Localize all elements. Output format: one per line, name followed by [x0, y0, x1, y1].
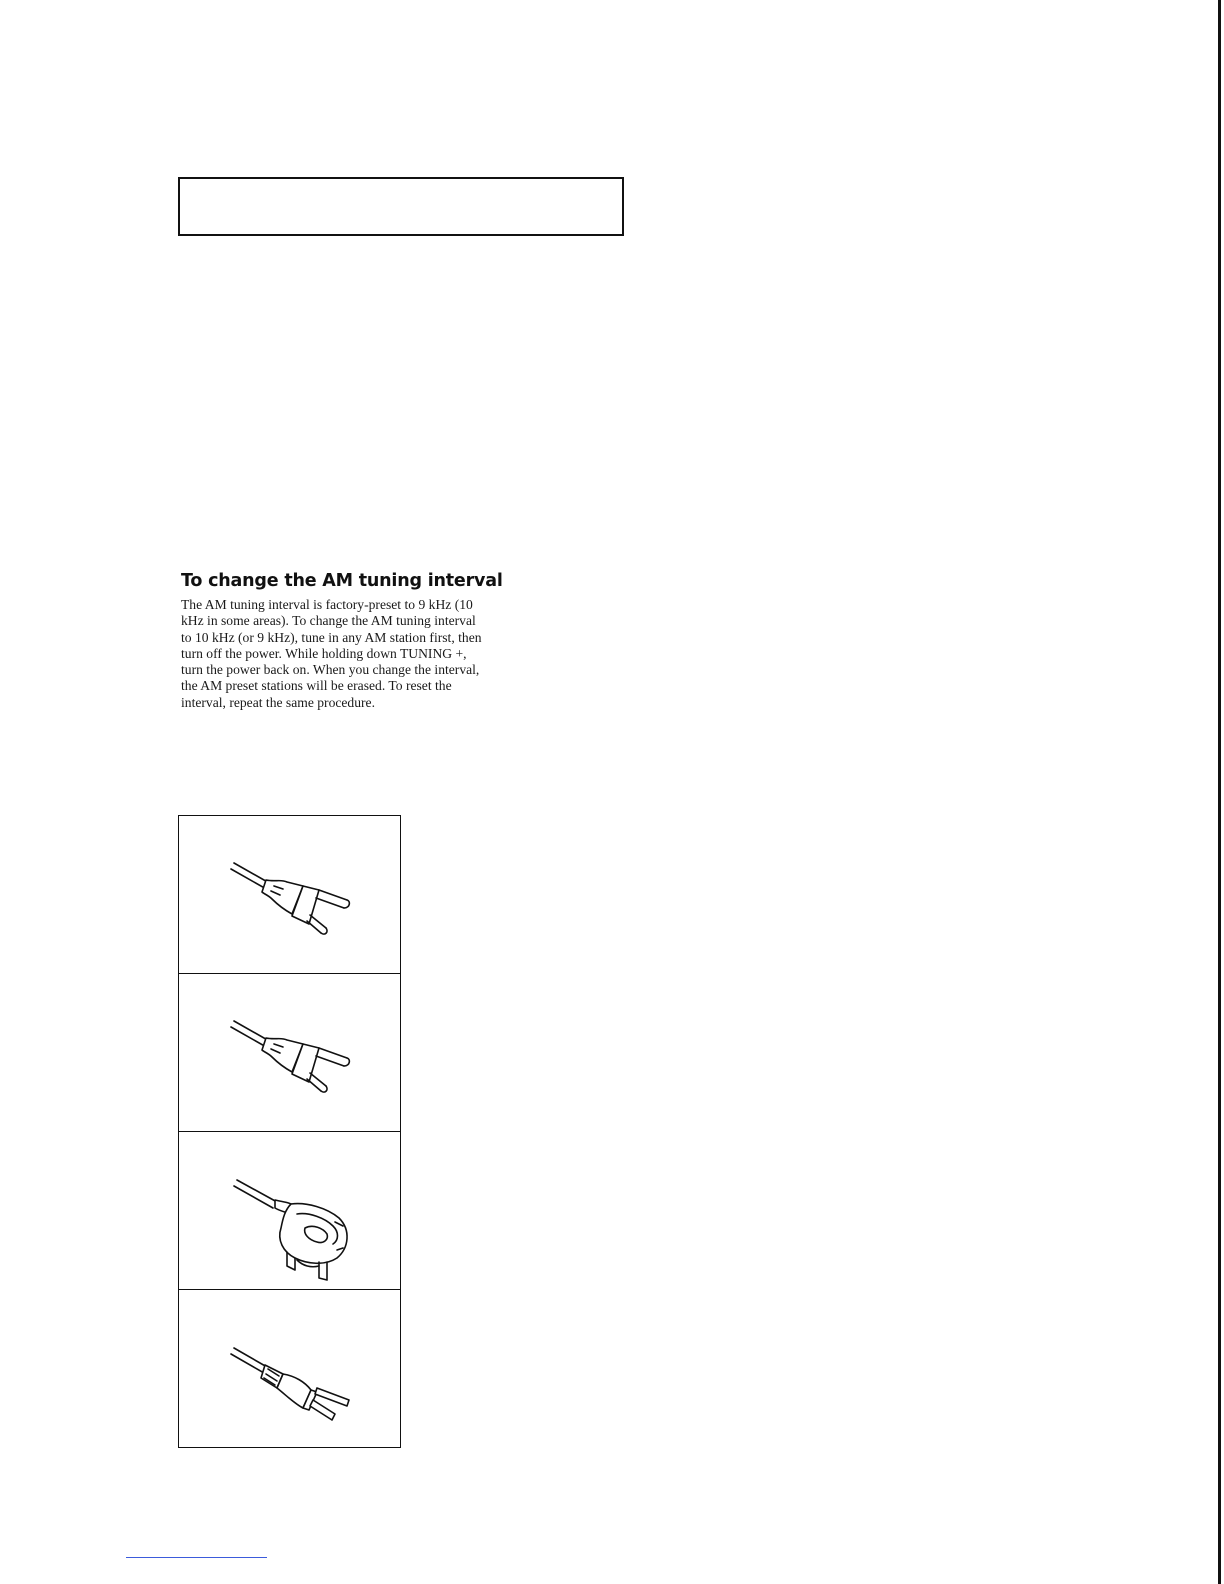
- plug-illustration-table: [178, 815, 401, 1448]
- round-pin-plug-icon: [179, 974, 400, 1131]
- uk-plug-icon: [179, 1132, 400, 1289]
- section-heading: To change the AM tuning interval: [181, 571, 503, 591]
- empty-frame-box: [178, 177, 624, 236]
- section-body-text: The AM tuning interval is factory-preset to 9 kHz (10 kHz in some areas). To change the AM tuning interval to 10 kHz (or 9 kHz), tune in any AM station first, then turn off the power. While holding down TUNING +, turn the power back on. When you change the interval, the AM preset stations will be erased. To reset the interval, repeat the same procedure.: [181, 597, 482, 710]
- plug-cell-4: [179, 1290, 400, 1447]
- plug-cell-2: [179, 974, 400, 1132]
- plug-cell-3: [179, 1132, 400, 1290]
- flat-pin-plug-icon: [179, 1290, 400, 1447]
- round-pin-plug-icon: [179, 816, 400, 973]
- footer-rule: [126, 1557, 267, 1558]
- page-edge-line: [1218, 0, 1221, 1584]
- plug-cell-1: [179, 816, 400, 974]
